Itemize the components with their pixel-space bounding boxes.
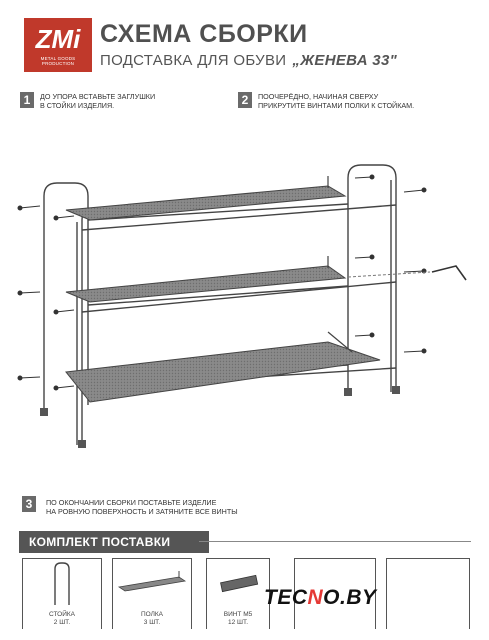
product-type: ПОДСТАВКА ДЛЯ ОБУВИ xyxy=(100,52,287,69)
post-icon xyxy=(23,559,101,609)
kit-divider xyxy=(199,541,471,542)
step-2-number: 2 xyxy=(238,92,252,108)
step-2-line-1: ПООЧЕРЁДНО, НАЧИНАЯ СВЕРХУ xyxy=(258,92,379,101)
watermark-part-2: N xyxy=(307,586,324,609)
watermark xyxy=(264,586,377,610)
hex-key-icon xyxy=(432,266,466,280)
cap-icon xyxy=(40,408,48,416)
watermark-part-1: TEC xyxy=(264,586,308,609)
kit-item-post-qty: 2 ШТ. xyxy=(53,619,71,626)
watermark-part-3: O.BY xyxy=(323,586,377,609)
logo-brand-text: ZMi xyxy=(35,24,81,54)
step-1-number: 1 xyxy=(20,92,34,108)
kit-item-post-name: СТОЙКА xyxy=(48,611,75,618)
step-3-text xyxy=(46,498,238,516)
step-2-line-2: ПРИКРУТИТЕ ВИНТАМИ ПОЛКИ К СТОЙКАМ. xyxy=(258,101,415,110)
assembly-diagram xyxy=(0,150,489,460)
product-model: „ЖЕНЕВА 33" xyxy=(292,52,397,69)
cap-icon xyxy=(344,388,352,396)
page-title: СХЕМА СБОРКИ xyxy=(100,20,308,48)
brand-logo xyxy=(24,18,92,72)
step-3-number: 3 xyxy=(22,496,36,512)
cap-icon xyxy=(392,386,400,394)
shelf-icon xyxy=(113,559,191,609)
step-3-line-2: НА РОВНУЮ ПОВЕРХНОСТЬ И ЗАТЯНИТЕ ВСЕ ВИНТЫ xyxy=(46,507,238,516)
kit-item-shelf xyxy=(112,558,192,629)
kit-item-screw-name: ВИНТ М5 xyxy=(223,611,253,618)
step-2-text xyxy=(258,92,414,110)
step-1-line-1: ДО УПОРА ВСТАВЬТЕ ЗАГЛУШКИ xyxy=(40,92,156,101)
left-frame-front-top xyxy=(82,208,103,445)
kit-item-screw xyxy=(206,558,270,629)
kit-item-screw-qty: 12 ШТ. xyxy=(227,619,249,626)
kit-item-post xyxy=(22,558,102,629)
page-subtitle xyxy=(100,52,397,69)
step-3-line-1: ПО ОКОНЧАНИИ СБОРКИ ПОСТАВЬТЕ ИЗДЕЛИЕ xyxy=(46,498,217,507)
kit-heading: КОМПЛЕКТ ПОСТАВКИ xyxy=(19,531,209,553)
screw-icon xyxy=(207,559,269,609)
cap-icon xyxy=(78,440,86,448)
kit-item-shelf-name: ПОЛКА xyxy=(140,611,164,618)
logo-tagline: METAL GOODS PRODUCTION xyxy=(40,56,76,66)
step-1-text xyxy=(40,92,155,110)
step-1-line-2: В СТОЙКИ ИЗДЕЛИЯ. xyxy=(40,101,115,110)
top-shelf xyxy=(66,186,345,220)
kit-item-shelf-qty: 3 ШТ. xyxy=(143,619,161,626)
kit-item-empty-2 xyxy=(386,558,470,629)
